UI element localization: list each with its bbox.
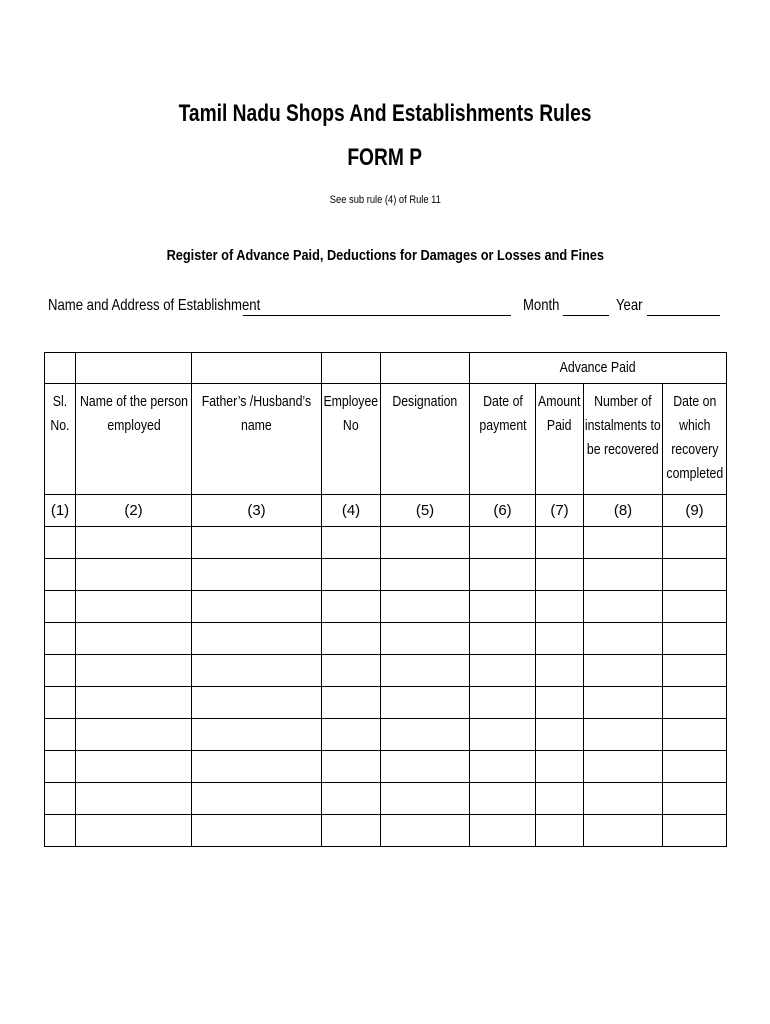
year-field[interactable]	[647, 315, 720, 316]
col-header-father-husband-name: Father’s /Husband’s name	[192, 384, 322, 495]
entry-cell[interactable]	[192, 591, 322, 623]
entry-cell[interactable]	[381, 623, 470, 655]
entry-cell[interactable]	[45, 655, 76, 687]
entry-cell[interactable]	[381, 719, 470, 751]
col-header-instalments: Number of instalments to be recovered	[584, 384, 663, 495]
entry-cell[interactable]	[536, 623, 584, 655]
entry-cell[interactable]	[381, 591, 470, 623]
sub-rule-note: See sub rule (4) of Rule 11	[329, 194, 441, 206]
entry-cell[interactable]	[470, 687, 536, 719]
column-number: (7)	[536, 495, 584, 527]
table-group-header-row	[45, 353, 727, 384]
entry-cell[interactable]	[381, 783, 470, 815]
table-row	[45, 655, 727, 687]
entry-cell[interactable]	[192, 719, 322, 751]
entry-cell[interactable]	[584, 559, 663, 591]
entry-cell[interactable]	[192, 655, 322, 687]
entry-cell[interactable]	[536, 687, 584, 719]
entry-cell[interactable]	[584, 527, 663, 559]
entry-cell[interactable]	[76, 527, 192, 559]
entry-cell[interactable]	[536, 591, 584, 623]
col-header-date-of-payment: Date of payment	[470, 384, 536, 495]
entry-cell[interactable]	[663, 559, 727, 591]
entry-cell[interactable]	[192, 527, 322, 559]
col-header-recovery-date: Date on which recovery completed	[663, 384, 727, 495]
entry-cell[interactable]	[192, 815, 322, 847]
column-number: (5)	[381, 495, 470, 527]
entry-cell[interactable]	[663, 687, 727, 719]
column-number: (8)	[584, 495, 663, 527]
entry-cell[interactable]	[192, 623, 322, 655]
entry-cell[interactable]	[76, 751, 192, 783]
form-title: Tamil Nadu Shops And Establishments Rules	[178, 100, 592, 127]
entry-cell[interactable]	[663, 719, 727, 751]
entry-cell[interactable]	[663, 815, 727, 847]
year-label: Year	[616, 297, 643, 314]
entry-cell[interactable]	[76, 623, 192, 655]
entry-cell[interactable]	[322, 783, 381, 815]
entry-cell[interactable]	[322, 559, 381, 591]
entry-cell[interactable]	[76, 783, 192, 815]
entry-cell[interactable]	[584, 751, 663, 783]
entry-cell[interactable]	[322, 815, 381, 847]
entry-cell[interactable]	[76, 719, 192, 751]
entry-cell[interactable]	[584, 815, 663, 847]
table-row	[45, 719, 727, 751]
entry-cell[interactable]	[536, 655, 584, 687]
entry-cell[interactable]	[45, 719, 76, 751]
establishment-label: Name and Address of Establishment	[48, 297, 261, 314]
table-row	[45, 623, 727, 655]
entry-cell[interactable]	[470, 815, 536, 847]
month-field[interactable]	[563, 315, 609, 316]
column-number: (1)	[45, 495, 76, 527]
entry-cell[interactable]	[536, 719, 584, 751]
entry-cell[interactable]	[663, 527, 727, 559]
entry-cell[interactable]	[536, 783, 584, 815]
entry-cell[interactable]	[45, 751, 76, 783]
entry-cell[interactable]	[192, 783, 322, 815]
entry-cell[interactable]	[45, 623, 76, 655]
entry-cell[interactable]	[663, 751, 727, 783]
entry-cell[interactable]	[663, 591, 727, 623]
entry-cell[interactable]	[584, 623, 663, 655]
entry-cell[interactable]	[76, 559, 192, 591]
entry-cell[interactable]	[76, 687, 192, 719]
column-number: (9)	[663, 495, 727, 527]
entry-cell[interactable]	[192, 751, 322, 783]
entry-cell[interactable]	[470, 591, 536, 623]
entry-cell[interactable]	[470, 655, 536, 687]
entry-cell[interactable]	[322, 719, 381, 751]
entry-cell[interactable]	[76, 655, 192, 687]
entry-cell[interactable]	[381, 815, 470, 847]
column-number: (6)	[470, 495, 536, 527]
entry-cell[interactable]	[45, 559, 76, 591]
col-header-person-name: Name of the person employed	[76, 384, 192, 495]
col-header-designation: Designation	[381, 384, 470, 495]
col-header-amount-paid: Amount Paid	[536, 384, 584, 495]
entry-cell[interactable]	[45, 687, 76, 719]
entry-cell[interactable]	[45, 527, 76, 559]
entry-cell[interactable]	[322, 527, 381, 559]
entry-cell[interactable]	[470, 719, 536, 751]
table-row	[45, 559, 727, 591]
entry-cell[interactable]	[584, 783, 663, 815]
entry-cell[interactable]	[584, 591, 663, 623]
table-row	[45, 527, 727, 559]
table-row	[45, 815, 727, 847]
table-row	[45, 783, 727, 815]
column-number: (3)	[192, 495, 322, 527]
entry-cell[interactable]	[663, 655, 727, 687]
entry-cell[interactable]	[536, 751, 584, 783]
entry-cell[interactable]	[470, 623, 536, 655]
entry-cell[interactable]	[192, 687, 322, 719]
col-header-sl-no: Sl. No.	[45, 384, 76, 495]
entry-cell[interactable]	[76, 591, 192, 623]
entry-cell[interactable]	[470, 527, 536, 559]
entry-cell[interactable]	[470, 751, 536, 783]
entry-cell[interactable]	[584, 719, 663, 751]
entry-cell[interactable]	[536, 815, 584, 847]
table-header-row	[45, 384, 727, 495]
entry-cell[interactable]	[45, 783, 76, 815]
entry-cell[interactable]	[470, 559, 536, 591]
table-row	[45, 751, 727, 783]
entry-cell[interactable]	[470, 783, 536, 815]
entry-cell[interactable]	[76, 815, 192, 847]
column-number: (4)	[322, 495, 381, 527]
entry-cell[interactable]	[381, 751, 470, 783]
entry-cell[interactable]	[536, 527, 584, 559]
entry-cell[interactable]	[322, 655, 381, 687]
col-header-employee-no: Employee No	[322, 384, 381, 495]
entry-cell[interactable]	[381, 559, 470, 591]
entry-cell[interactable]	[322, 591, 381, 623]
table-row	[45, 687, 727, 719]
advance-register-table	[44, 352, 727, 847]
entry-cell[interactable]	[536, 559, 584, 591]
entry-cell[interactable]	[192, 559, 322, 591]
form-name: FORM P	[347, 144, 423, 171]
entry-cell[interactable]	[45, 591, 76, 623]
column-number-row	[45, 495, 727, 527]
entry-cell[interactable]	[381, 687, 470, 719]
entry-cell[interactable]	[584, 655, 663, 687]
entry-cell[interactable]	[322, 623, 381, 655]
column-number: (2)	[76, 495, 192, 527]
establishment-field[interactable]	[243, 315, 511, 316]
entry-cell[interactable]	[381, 655, 470, 687]
table-row	[45, 591, 727, 623]
entry-cell[interactable]	[322, 687, 381, 719]
entry-cell[interactable]	[45, 815, 76, 847]
advance-paid-header: Advance Paid	[470, 353, 727, 384]
entry-cell[interactable]	[663, 623, 727, 655]
register-title: Register of Advance Paid, Deductions for Damages or Losses and Fines	[166, 247, 604, 264]
month-label: Month	[523, 297, 560, 314]
entry-cell[interactable]	[663, 783, 727, 815]
entry-cell[interactable]	[322, 751, 381, 783]
entry-cell[interactable]	[584, 687, 663, 719]
entry-cell[interactable]	[381, 527, 470, 559]
